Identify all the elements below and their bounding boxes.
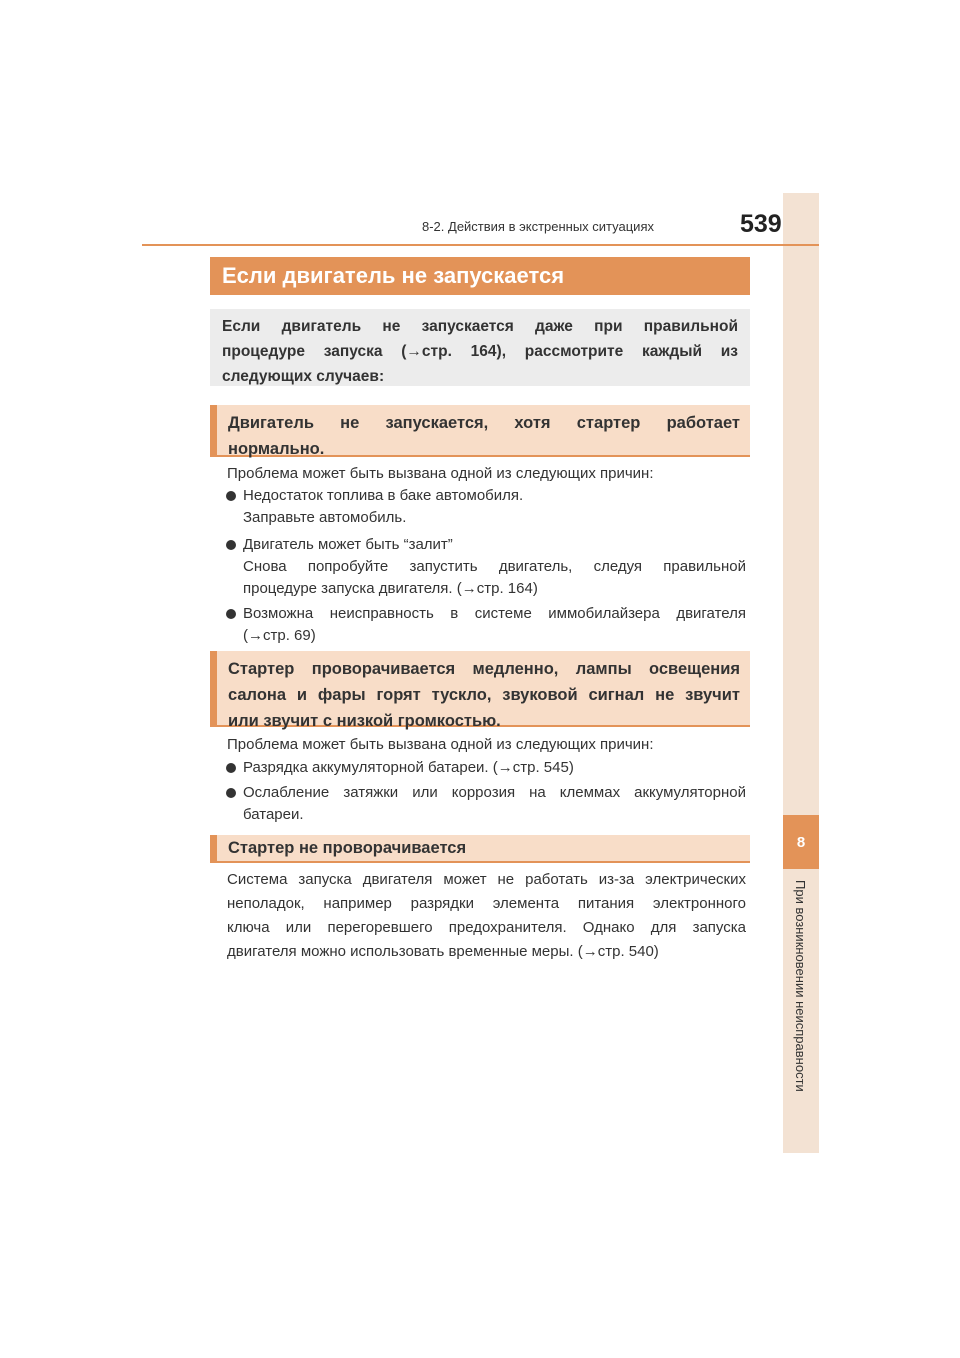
bullet-icon (226, 609, 236, 619)
section-2-bullet-2-line-2: батареи. (243, 806, 304, 823)
section-1-bullet-3-line-2: (→стр. 69) (243, 627, 316, 644)
section-heading-line: или звучит с низкой громкостью. (228, 712, 501, 730)
intro-line: следующих случаев: (222, 368, 385, 385)
section-heading-line: салона и фары горят тускло, звуковой сигнал не звучит (228, 686, 740, 704)
section-1-bullet-2-line-3: процедуре запуска двигателя. (→стр. 164) (243, 580, 538, 597)
section-heading-3 (210, 835, 750, 863)
section-heading-line: Стартер не проворачивается (228, 839, 467, 857)
section-3-body-line-1: Система запуска двигателя может не работать из-за электрических (227, 871, 746, 888)
bullet-icon (226, 540, 236, 550)
chapter-title-vertical (794, 880, 810, 1135)
section-heading-1 (210, 405, 750, 457)
section-heading-line: Стартер проворачивается медленно, лампы освещения (228, 660, 740, 678)
section-1-bullet-3-line-1: Возможна неисправность в системе иммобилайзера двигателя (243, 605, 746, 622)
intro-line: процедуре запуска (→стр. 164), рассмотрите каждый из (222, 343, 738, 360)
section-label: 8-2. Действия в экстренных ситуациях (422, 219, 654, 234)
section-3-body-line-3: ключа или перегоревшего предохранителя. Однако для запуска (227, 919, 746, 936)
section-3-body-line-2: неполадок, например разрядки элемента питания электронного (227, 895, 746, 912)
bullet-icon (226, 491, 236, 501)
bullet-icon (226, 788, 236, 798)
page-title: Если двигатель не запускается (210, 257, 750, 295)
chapter-title-text: При возникновении неисправности (793, 880, 808, 1092)
section-1-bullet-1-line-1: Недостаток топлива в баке автомобиля. (243, 487, 524, 504)
page-number: 539 (740, 210, 782, 238)
section-2-bullet-2-line-1: Ослабление затяжки или коррозия на клеммах аккумуляторной (243, 784, 746, 801)
section-heading-line: нормально. (228, 440, 325, 458)
chapter-number-tab[interactable]: 8 (783, 815, 819, 869)
section-1-bullet-2-line-1: Двигатель может быть “залит” (243, 536, 453, 553)
section-1-lead: Проблема может быть вызвана одной из следующих причин: (227, 465, 654, 482)
section-heading-2 (210, 651, 750, 730)
header-divider (142, 244, 819, 246)
intro-line: Если двигатель не запускается даже при правильной (222, 318, 738, 335)
bullet-icon (226, 763, 236, 773)
section-1-bullet-2-line-2: Снова попробуйте запустить двигатель, следуя правильной (243, 558, 746, 575)
intro-box (210, 309, 750, 386)
section-1-bullet-1-line-2: Заправьте автомобиль. (243, 509, 407, 526)
section-heading-line: Двигатель не запускается, хотя стартер работает (228, 414, 740, 432)
section-3-body-line-4: двигателя можно использовать временные меры. (→стр. 540) (227, 943, 659, 960)
section-2-lead: Проблема может быть вызвана одной из следующих причин: (227, 736, 654, 753)
section-2-bullet-1-line-1: Разрядка аккумуляторной батареи. (→стр. 545) (243, 759, 574, 776)
